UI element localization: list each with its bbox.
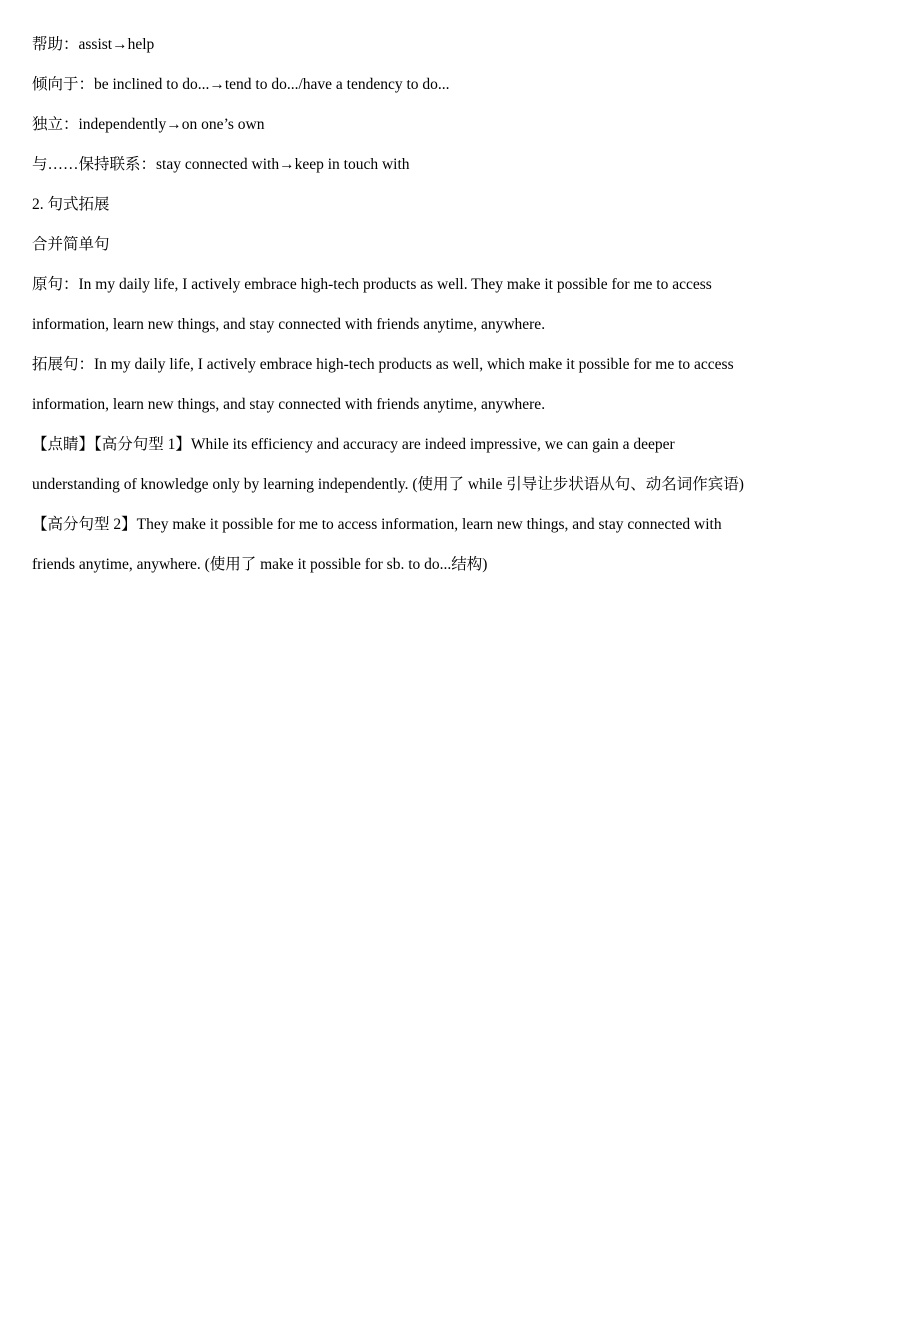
highlight-pattern-2-line-2: friends anytime, anywhere. (使用了 make it possible for sb. to do...结构) <box>32 556 488 573</box>
original-sentence-line-1: 原句：In my daily life, I actively embrace high-tech products as well. They make it possible for me to access <box>32 276 712 293</box>
section-heading: 2. 句式拓展 <box>32 196 110 213</box>
vocab-line-keep-in-touch: 与……保持联系：stay connected with→keep in touch with <box>32 156 410 173</box>
vocab-line-independent: 独立：independently→on one’s own <box>32 116 265 133</box>
expanded-sentence-line-2: information, learn new things, and stay connected with friends anytime, anywhere. <box>32 396 546 413</box>
expanded-sentence-line-1: 拓展句：In my daily life, I actively embrace high-tech products as well, which make it possible for me to access <box>32 356 734 373</box>
highlight-pattern-2-line-1: 【高分句型 2】They make it possible for me to access information, learn new things, and stay connected with <box>32 516 722 533</box>
highlight-pattern-1-line-1: 【点睛】【高分句型 1】While its efficiency and accuracy are indeed impressive, we can gain a deeper <box>32 436 675 453</box>
subsection-heading: 合并简单句 <box>32 236 110 253</box>
vocab-line-tend: 倾向于：be inclined to do...→tend to do.../have a tendency to do... <box>32 76 450 93</box>
highlight-pattern-1-line-2: understanding of knowledge only by learning independently. (使用了 while 引导让步状语从句、动名词作宾语) <box>32 476 744 493</box>
original-sentence-line-2: information, learn new things, and stay connected with friends anytime, anywhere. <box>32 316 546 333</box>
document-page <box>32 33 872 593</box>
vocab-line-help: 帮助：assist→help <box>32 36 155 53</box>
